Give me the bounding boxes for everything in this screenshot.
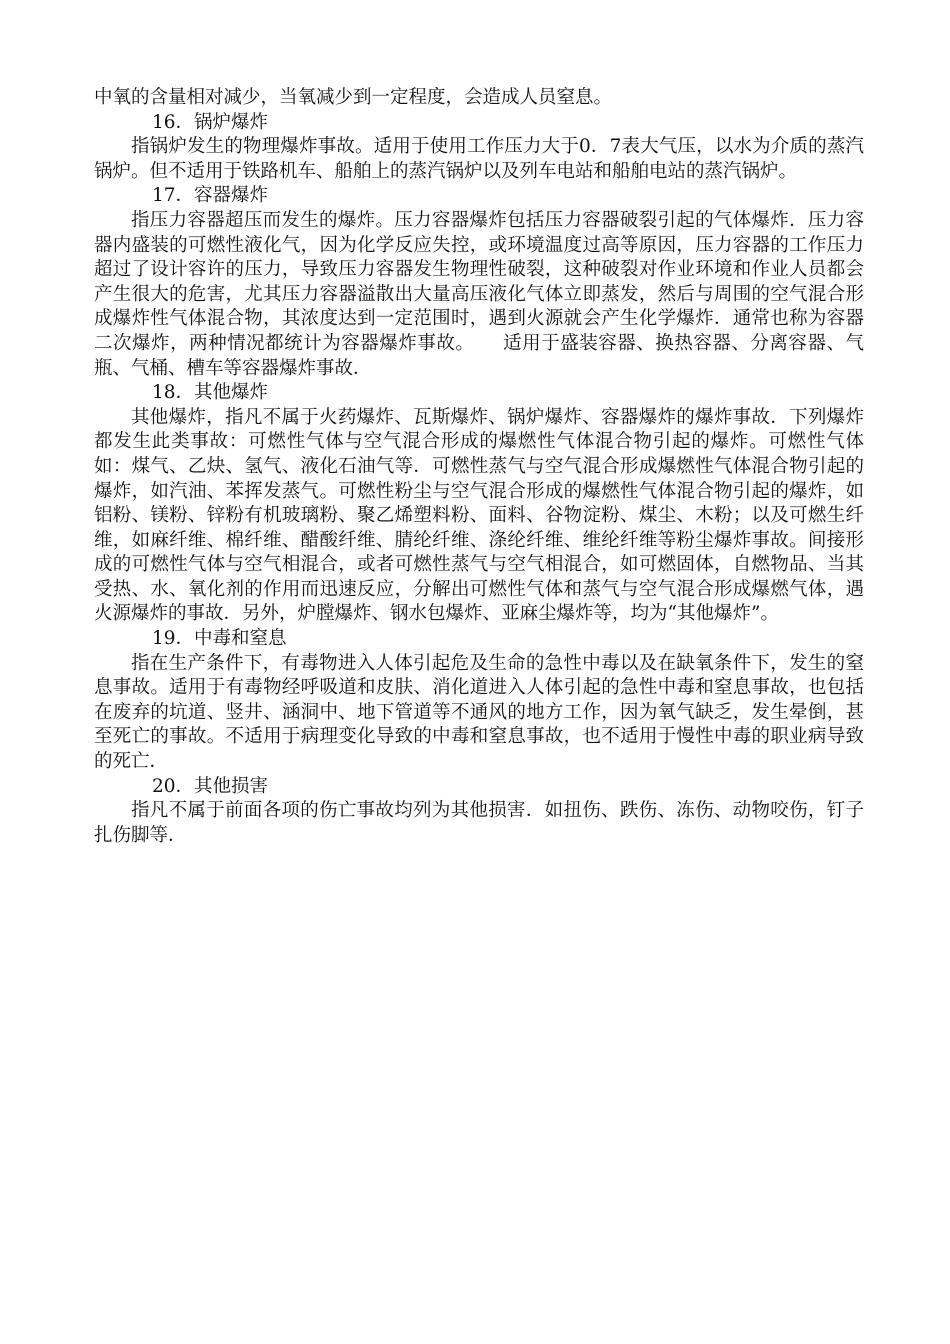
document-page [94,86,864,848]
paragraph-other-injury: 指凡不属于前面各项的伤亡事故均列为其他损害．如扭伤、跌伤、冻伤、动物咬伤，钉子扎伤脚等． [94,800,864,846]
continued-paragraph: 中氧的含量相对减少，当氧减少到一定程度，会造成人员窒息。 [94,87,613,108]
paragraph-other-explosion: 其他爆炸，指凡不属于火药爆炸、瓦斯爆炸、锅炉爆炸、容器爆炸的爆炸事故．下列爆炸都发生此类事故：可燃性气体与空气混合形成的爆燃性气体混合物引起的爆炸。可燃性气体如：煤气、乙炔、氢气、液化石油气等．可燃性蒸气与空气混合形成爆燃性气体混合物引起的爆炸，如汽油、苯挥发蒸气。可燃性粉尘与空气混合形成的爆燃性气体混合物引起的爆炸，如铝粉、镁粉、锌粉有机玻璃粉、聚乙烯塑料粉、面料、谷物淀粉、煤尘、木粉；以及可燃生纤维，如麻纤维、棉纤维、醋酸纤维、腈纶纤维、涤纶纤维、维纶纤维等粉尘爆炸事故。间接形成的可燃性气体与空气相混合，或者可燃性蒸气与空气相混合，如可燃固体，自燃物品、当其受热、水、氧化剂的作用而迅速反应，分解出可燃性气体和蒸气与空气混合形成爆燃气体，遇火源爆炸的事故．另外，炉膛爆炸、钢水包爆炸、亚麻尘爆炸等，均为“其他爆炸”。 [94,406,864,625]
section-heading-16: 16．锅炉爆炸 [152,111,269,133]
section-heading-20: 20．其他损害 [152,775,269,797]
section-heading-19: 19．中毒和窒息 [152,628,287,650]
section-heading-18: 18．其他爆炸 [152,382,269,404]
paragraph-vessel-explosion: 指压力容器超压而发生的爆炸。压力容器爆炸包括压力容器破裂引起的气体爆炸．压力容器内盛装的可燃性液化气，因为化学反应失控，或环境温度过高等原因，压力容器的工作压力超过了设计容许的压力，导致压力容器发生物理性破裂，这种破裂对作业环境和作业人员都会产生很大的危害，尤其压力容器溢散出大量高压液化气体立即蒸发，然后与周围的空气混合形成爆炸性气体混合物，其浓度达到一定范围时，遇到火源就会产生化学爆炸．通常也称为容器二次爆炸，两种情况都统计为容器爆炸事故。 适用于盛装容器、换热容器、分离容器、气瓶、气桶、槽车等容器爆炸事故． [94,209,864,379]
paragraph-poisoning-suffocation: 指在生产条件下，有毒物进入人体引起危及生命的急性中毒以及在缺氧条件下，发生的窒息事故。适用于有毒物经呼吸道和皮肤、消化道进入人体引起的急性中毒和窒息事故，也包括在废弃的坑道、竖井、涵洞中、地下管道等不通风的地方工作，因为氧气缺乏，发生晕倒，甚至死亡的事故。不适用于病理变化导致的中毒和窒息事故，也不适用于慢性中毒的职业病导致的死亡． [94,652,864,773]
paragraph-boiler-explosion: 指锅炉发生的物理爆炸事故。适用于使用工作压力大于0．7表大气压，以水为介质的蒸汽锅炉。但不适用于铁路机车、船舶上的蒸汽锅炉以及列车电站和船舶电站的蒸汽锅炉。 [94,136,864,182]
section-heading-17: 17．容器爆炸 [152,185,269,207]
